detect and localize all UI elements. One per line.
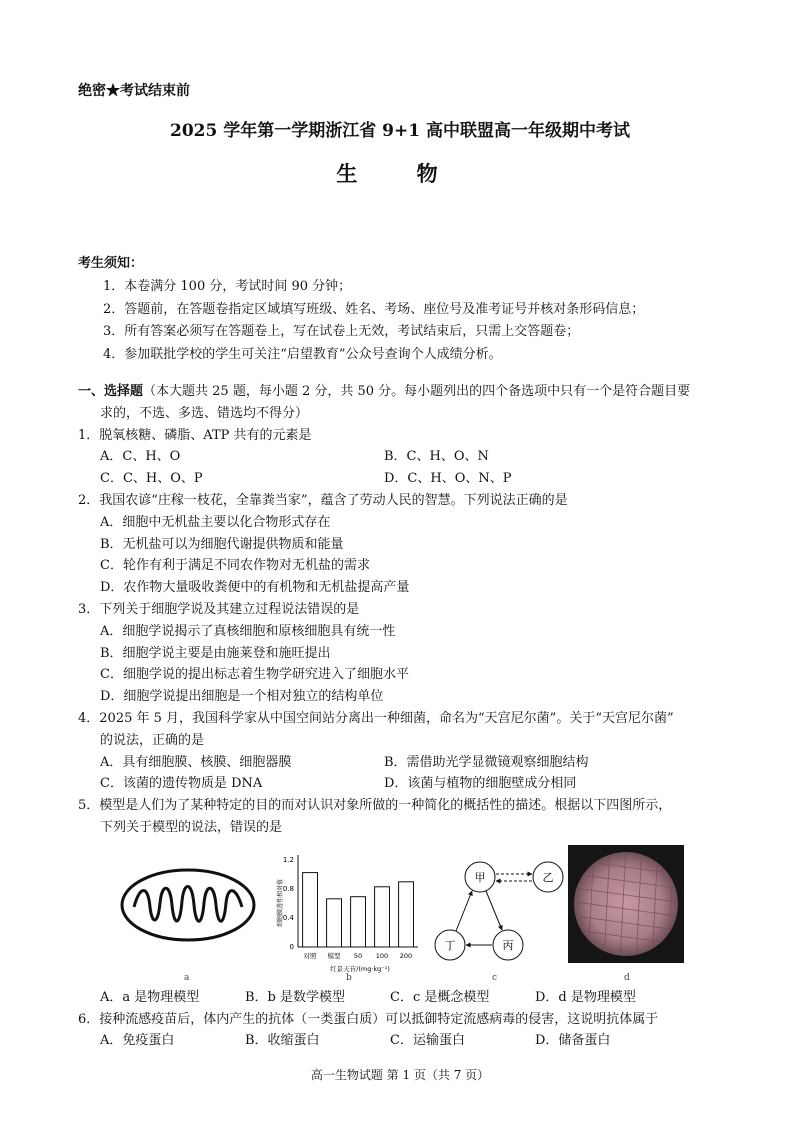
q4-option-c: C．该菌的遗传物质是 DNA (100, 776, 263, 792)
q5-option-c: C．c 是概念模型 (390, 989, 490, 1005)
q5-figures (78, 845, 738, 985)
section-name: 一、选择题 (78, 384, 144, 399)
q4-stem-line2: 的说法，正确的是 (100, 732, 205, 748)
q3-option-c: C．细胞学说的提出标志着生物学研究进入了细胞水平 (100, 667, 409, 683)
q3-option-d: D．细胞学说提出细胞是一个相对独立的结构单位 (100, 689, 384, 705)
figure-b-label: b (346, 972, 352, 983)
q5-stem-line2: 下列关于模型的说法，错误的是 (100, 819, 283, 835)
q1-options-row1 (78, 446, 738, 468)
q4-option-b: B．需借助光学显微镜观察细胞结构 (384, 754, 589, 770)
figure-c-concept-diagram (428, 857, 568, 967)
q1-option-d: D．C、H、O、N、P (384, 471, 512, 487)
q6-option-c: C．运输蛋白 (390, 1033, 465, 1049)
figure-b-xticks (304, 951, 413, 960)
section-header (78, 381, 738, 403)
notice-item-3: 3．所有答案必须写在答题卷上，写在试卷上无效，考试结束后，只需上交答题卷； (103, 324, 580, 339)
q5-stem-line1: 5．模型是人们为了某种特定的目的而对认识对象所做的一种简化的概括性的描述。根据以下四图所示， (78, 798, 672, 814)
xtick-4: 200 (399, 951, 413, 960)
questions-block (78, 381, 738, 1052)
q1-option-b: B．C、H、O、N (384, 449, 489, 465)
bar-2 (351, 896, 366, 946)
q1-options-row2 (78, 468, 738, 490)
q1-option-c: C．C、H、O、P (100, 471, 203, 487)
node-yi-label: 乙 (542, 870, 554, 884)
notice-item-1: 1．本卷满分 100 分，考试时间 90 分钟； (103, 279, 352, 294)
xtick-2: 50 (353, 951, 363, 960)
section-desc-line2: 求的，不选、多选、错选均不得分） (100, 405, 309, 421)
xtick-0: 对照 (303, 951, 317, 960)
q2-option-d: D．农作物大量吸收粪便中的有机物和无机盐提高产量 (100, 580, 410, 596)
q2-option-a: A．细胞中无机盐主要以化合物形式存在 (100, 514, 331, 530)
q1-stem: 1．脱氧核糖、磷脂、ATP 共有的元素是 (78, 427, 312, 443)
notice-item-4: 4．参加联批学校的学生可关注“启望教育”公众号查询个人成绩分析。 (103, 346, 502, 362)
node-ding-label: 丁 (444, 938, 456, 952)
figure-d-micrograph (568, 845, 684, 963)
notice-block (78, 252, 738, 366)
q5-options (78, 987, 738, 1009)
q4-stem-line1: 4．2025 年 5 月，我国科学家从中国空间站分离出一种细菌，命名为“天宫尼尔菌”。关于“天宫尼尔菌” (78, 710, 674, 726)
figure-b-ytick-0: 0 (289, 942, 294, 951)
q3-option-a: A．细胞学说揭示了真核细胞和原核细胞具有统一性 (100, 623, 396, 639)
q4-options-row2 (78, 773, 738, 795)
figure-b-ytick-1: 0.4 (282, 913, 294, 922)
section-desc-line1: （本大题共 25 题，每小题 2 分，共 50 分。每小题列出的四个备选项中只有一个是符合题目要 (143, 384, 691, 399)
q3-stem: 3．下列关于细胞学说及其建立过程说法错误的是 (78, 601, 360, 617)
q6-option-d: D．储备蛋白 (535, 1033, 611, 1049)
figure-b-ytick-2: 0.8 (282, 884, 294, 893)
xtick-3: 100 (375, 951, 389, 960)
q1-option-a: A．C、H、O (100, 449, 181, 465)
q2-option-b: B．无机盐可以为细胞代谢提供物质和能量 (100, 536, 344, 552)
q2-option-c: C．轮作有利于满足不同农作物对无机盐的需求 (100, 558, 370, 574)
xtick-1: 模型 (327, 951, 341, 960)
figure-b-xlabel: 红景天苷/(mg·kg⁻¹) (330, 964, 390, 973)
exam-title: 2025 学年第一学期浙江省 9+1 高中联盟高一年级期中考试 (170, 121, 630, 141)
figure-b-bars (303, 872, 414, 946)
bar-4 (399, 882, 414, 947)
q6-option-b: B．收缩蛋白 (245, 1033, 320, 1049)
q5-option-d: D．d 是物理模型 (535, 989, 636, 1005)
bar-1 (327, 899, 342, 947)
figure-c-label: c (492, 972, 498, 983)
q6-options (78, 1030, 738, 1052)
node-jia-label: 甲 (474, 870, 486, 884)
figure-b-bar-chart (268, 845, 428, 977)
q4-option-a: A．具有细胞膜、核膜、细胞器膜 (100, 754, 292, 770)
q5-option-b: B．b 是数学模型 (245, 989, 346, 1005)
arrow-ding-jia (456, 891, 472, 931)
secret-mark: 绝密★考试结束前 (78, 83, 190, 99)
figure-b-ytick-3: 1.2 (282, 855, 294, 864)
notice-heading: 考生须知： (78, 256, 144, 271)
q6-option-a: A．免疫蛋白 (100, 1033, 175, 1049)
q3-option-b: B．细胞学说主要是由施莱登和施旺提出 (100, 645, 331, 661)
q5-option-a: A．a 是物理模型 (100, 989, 200, 1005)
node-bing-label: 丙 (502, 938, 514, 952)
page-footer: 高一生物试题 第 1 页（共 7 页） (310, 1068, 490, 1082)
bar-0 (303, 872, 318, 946)
notice-item-2: 2．答题前，在答题卷指定区域填写班级、姓名、考场、座位号及准考证号并核对条形码信息； (103, 301, 645, 317)
q4-option-d: D．该菌与植物的细胞壁成分相同 (384, 776, 577, 792)
subject-title: 生 物 (336, 161, 464, 186)
figure-b-ylabel: 细胞膜透性相对值 (277, 878, 284, 927)
figure-d-label: d (624, 972, 630, 983)
bar-3 (375, 887, 390, 947)
figure-a-mitochondrion (118, 865, 258, 945)
figure-a-label: a (184, 972, 190, 983)
q6-stem: 6．接种流感疫苗后，体内产生的抗体（一类蛋白质）可以抵御特定流感病毒的侵害，这说明抗体属于 (78, 1011, 659, 1027)
arrow-jia-bing (486, 891, 502, 930)
q2-stem: 2．我国农谚“庄稼一枝花，全靠粪当家”，蕴含了劳动人民的智慧。下列说法正确的是 (78, 492, 568, 508)
q4-options-row1 (78, 752, 738, 774)
